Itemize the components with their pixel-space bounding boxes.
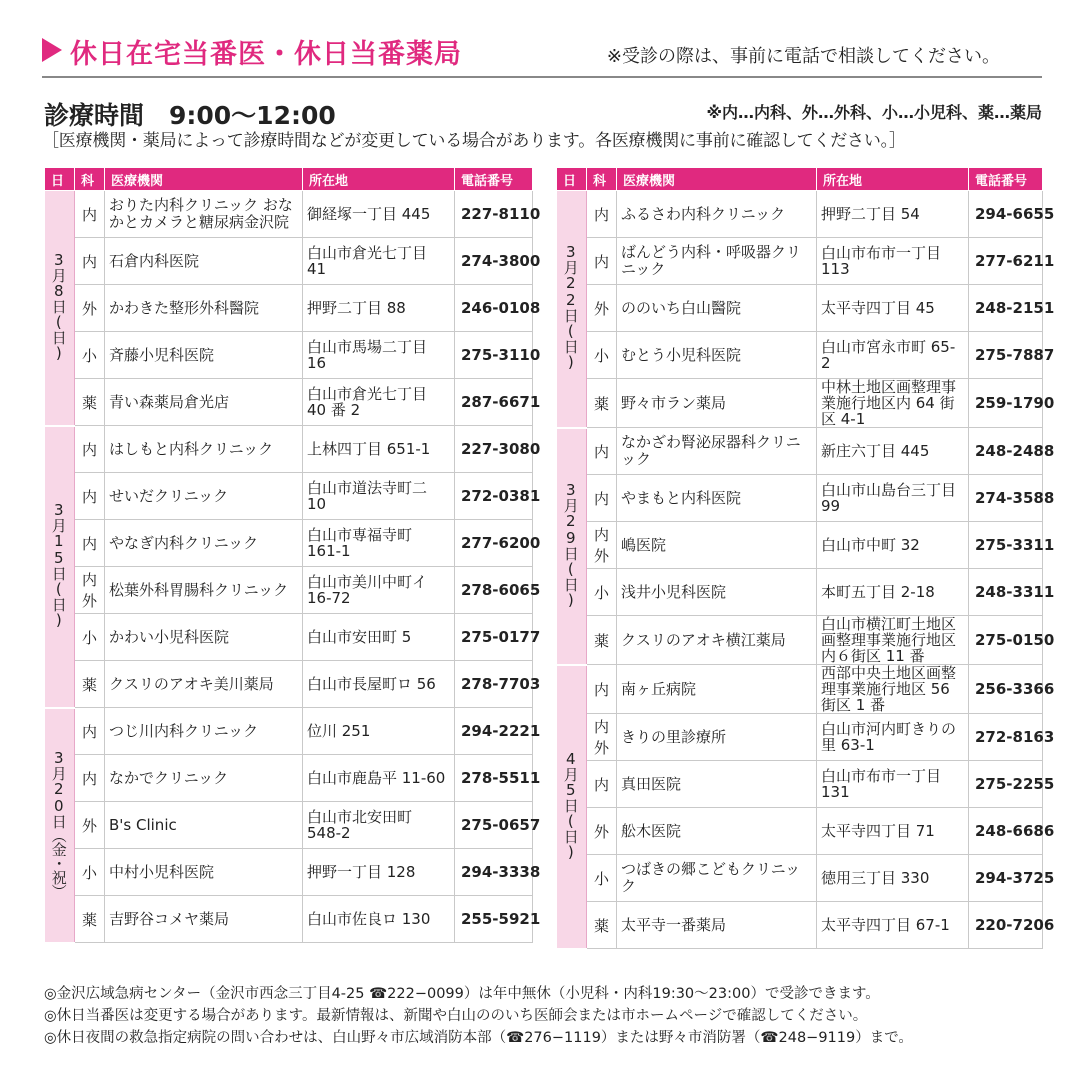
dept-cell: 内 (75, 755, 105, 802)
facility-name: 真田医院 (617, 761, 817, 808)
table-row (45, 661, 533, 708)
table-row (557, 808, 1043, 855)
facility-address: 白山市中町 32 (817, 522, 969, 569)
facility-name: はしもと内科クリニック (105, 426, 303, 473)
facility-address: 白山市北安田町 548-2 (303, 802, 455, 849)
table-row (557, 665, 1043, 714)
phone-number: 277-6211 (969, 238, 1043, 285)
table-row (557, 332, 1043, 379)
col-day: 日 (557, 168, 587, 191)
header-note: ※受診の際は、事前に電話で相談してください。 (606, 46, 1000, 67)
facility-address: 白山市馬場二丁目 16 (303, 332, 455, 379)
facility-name: やなぎ内科クリニック (105, 520, 303, 567)
dept-cell: 内 (75, 473, 105, 520)
phone-number: 274-3588 (969, 475, 1043, 522)
date-label: 4月5日(日) (561, 749, 580, 860)
facility-name: 浅井小児科医院 (617, 569, 817, 616)
dept-cell: 小 (75, 332, 105, 379)
footer-line: ◎休日夜間の救急指定病院の問い合わせは、白山野々市広域消防本部（☎276−1119）または野々市消防署（☎248−9119）まで。 (44, 1030, 913, 1046)
facility-address: 押野一丁目 128 (303, 849, 455, 896)
phone-number: 275-0177 (455, 614, 533, 661)
schedule-table-left (44, 167, 541, 944)
phone-number: 275-0150 (969, 616, 1043, 665)
facility-address: 白山市道法寺町二 10 (303, 473, 455, 520)
phone-number: 248-2488 (969, 428, 1043, 475)
dept-cell: 内 (75, 520, 105, 567)
table-row (45, 520, 533, 567)
dept-cell: 内 (75, 238, 105, 285)
table-row (557, 761, 1043, 808)
facility-address: 白山市宮永市町 65-2 (817, 332, 969, 379)
dept-cell: 外 (75, 802, 105, 849)
dept-cell: 外 (587, 808, 617, 855)
facility-name: 太平寺一番薬局 (617, 902, 817, 949)
facility-name: クスリのアオキ横江薬局 (617, 616, 817, 665)
table-row (45, 708, 533, 755)
date-cell (45, 426, 75, 708)
table-row (557, 285, 1043, 332)
table-row (45, 191, 533, 238)
phone-number: 272-0381 (455, 473, 533, 520)
phone-number: 256-3366 (969, 665, 1043, 714)
phone-number: 220-7206 (969, 902, 1043, 949)
facility-name: 舩木医院 (617, 808, 817, 855)
col-dept: 科 (587, 168, 617, 191)
table-row (45, 614, 533, 661)
dept-cell: 内外 (587, 714, 617, 761)
phone-number: 248-2151 (969, 285, 1043, 332)
dept-cell: 内外 (75, 567, 105, 614)
phone-number: 278-6065 (455, 567, 533, 614)
dept-cell: 小 (587, 855, 617, 902)
facility-name: 吉野谷コメヤ薬局 (105, 896, 303, 943)
col-address: 所在地 (817, 168, 969, 191)
schedule-table-right (556, 167, 1055, 950)
schedule-body-left (45, 191, 541, 943)
dept-cell: 内外 (587, 522, 617, 569)
table-row (45, 332, 533, 379)
phone-number: 275-3110 (455, 332, 533, 379)
phone-number: 294-2221 (455, 708, 533, 755)
col-phone: 電話番号 (969, 168, 1043, 191)
facility-name: なかざわ腎泌尿器科クリニック (617, 428, 817, 475)
phone-number: 294-6655 (969, 191, 1043, 238)
phone-number: 294-3338 (455, 849, 533, 896)
facility-name: B's Clinic (105, 802, 303, 849)
table-row (557, 714, 1043, 761)
facility-name: 南ヶ丘病院 (617, 665, 817, 714)
facility-name: 松葉外科胃腸科クリニック (105, 567, 303, 614)
dept-cell: 薬 (587, 902, 617, 949)
phone-number: 248-6686 (969, 808, 1043, 855)
table-row (45, 896, 533, 943)
facility-address: 白山市横江町土地区画整理事業施行地区内６街区 11 番 (817, 616, 969, 665)
dept-cell: 内 (75, 708, 105, 755)
footer-line: ◎休日当番医は変更する場合があります。最新情報は、新聞や白山ののいち医師会または市ホームページで確認してください。 (44, 1008, 868, 1024)
facility-address: 新庄六丁目 445 (817, 428, 969, 475)
dept-cell: 外 (75, 285, 105, 332)
facility-address: 太平寺四丁目 67-1 (817, 902, 969, 949)
phone-number: 287-6671 (455, 379, 533, 426)
facility-name: 青い森薬局倉光店 (105, 379, 303, 426)
table-row (557, 191, 1043, 238)
dept-cell: 内 (587, 475, 617, 522)
consultation-hours: 診療時間 9:00〜12:00 (44, 101, 336, 130)
facility-address: 白山市佐良ロ 130 (303, 896, 455, 943)
facility-name: かわい小児科医院 (105, 614, 303, 661)
table-row (45, 802, 533, 849)
facility-name: 石倉内科医院 (105, 238, 303, 285)
facility-name: なかでクリニック (105, 755, 303, 802)
table-row (557, 855, 1043, 902)
facility-address: 白山市鹿島平 11-60 (303, 755, 455, 802)
dept-cell: 外 (587, 285, 617, 332)
facility-address: 太平寺四丁目 71 (817, 808, 969, 855)
facility-address: 本町五丁目 2-18 (817, 569, 969, 616)
dept-cell: 内 (587, 761, 617, 808)
date-label: 3月20日（金・祝） (49, 748, 68, 898)
facility-address: 白山市専福寺町 161-1 (303, 520, 455, 567)
dept-cell: 小 (75, 614, 105, 661)
date-label: 3月22日(日) (561, 243, 580, 371)
dept-cell: 小 (75, 849, 105, 896)
table-row (557, 428, 1043, 475)
facility-address: 白山市布市一丁目 131 (817, 761, 969, 808)
facility-address: 白山市美川中町イ 16-72 (303, 567, 455, 614)
facility-address: 徳用三丁目 330 (817, 855, 969, 902)
dept-cell: 内 (587, 191, 617, 238)
table-row (45, 379, 533, 426)
notice-text: ［医療機関・薬局によって診療時間などが変更している場合があります。各医療機関に事前に確認してください。］ (42, 131, 906, 151)
date-cell (45, 708, 75, 943)
footer-notes (44, 983, 913, 1049)
col-phone: 電話番号 (455, 168, 533, 191)
table-row (557, 238, 1043, 285)
facility-name: かわきた整形外科醫院 (105, 285, 303, 332)
phone-number: 275-0657 (455, 802, 533, 849)
facility-address: 白山市河内町きりの里 63-1 (817, 714, 969, 761)
table-row (45, 426, 533, 473)
triangle-marker-icon (42, 38, 62, 62)
dept-cell: 薬 (75, 661, 105, 708)
phone-number: 275-3311 (969, 522, 1043, 569)
facility-name: 斉藤小児科医院 (105, 332, 303, 379)
facility-address: 御経塚一丁目 445 (303, 191, 455, 238)
facility-address: 白山市長屋町ロ 56 (303, 661, 455, 708)
facility-name: 野々市ラン薬局 (617, 379, 817, 428)
facility-address: 押野二丁目 54 (817, 191, 969, 238)
dept-cell: 薬 (75, 896, 105, 943)
table-row (557, 379, 1043, 428)
table-row (45, 755, 533, 802)
facility-name: ふるさわ内科クリニック (617, 191, 817, 238)
schedule-body-right (557, 191, 1055, 949)
dept-cell: 薬 (75, 379, 105, 426)
phone-number: 272-8163 (969, 714, 1043, 761)
table-header-row (557, 168, 1043, 191)
date-label: 3月8日(日) (49, 250, 68, 361)
facility-address: 白山市倉光七丁目 40 番 2 (303, 379, 455, 426)
phone-number: 275-7887 (969, 332, 1043, 379)
phone-number: 294-3725 (969, 855, 1043, 902)
date-label: 3月15日(日) (49, 501, 68, 628)
facility-address: 白山市布市一丁目 113 (817, 238, 969, 285)
facility-name: つじ川内科クリニック (105, 708, 303, 755)
phone-number: 248-3311 (969, 569, 1043, 616)
dept-cell: 内 (587, 428, 617, 475)
facility-name: おりた内科クリニック おなかとカメラと糖尿病金沢院 (105, 191, 303, 238)
date-label: 3月29日(日) (561, 480, 580, 608)
table-row (45, 238, 533, 285)
col-address: 所在地 (303, 168, 455, 191)
facility-address: 上林四丁目 651-1 (303, 426, 455, 473)
facility-name: ののいち白山醫院 (617, 285, 817, 332)
phone-number: 259-1790 (969, 379, 1043, 428)
divider (42, 76, 1042, 78)
table-row (557, 902, 1043, 949)
table-row (45, 849, 533, 896)
dept-cell: 小 (587, 332, 617, 379)
phone-number: 227-3080 (455, 426, 533, 473)
facility-name: クスリのアオキ美川薬局 (105, 661, 303, 708)
table-row (557, 522, 1043, 569)
facility-name: 中村小児科医院 (105, 849, 303, 896)
table-row (557, 475, 1043, 522)
phone-number: 227-8110 (455, 191, 533, 238)
phone-number: 275-2255 (969, 761, 1043, 808)
table-row (45, 473, 533, 520)
phone-number: 278-7703 (455, 661, 533, 708)
facility-address: 白山市倉光七丁目 41 (303, 238, 455, 285)
facility-name: むとう小児科医院 (617, 332, 817, 379)
facility-name: きりの里診療所 (617, 714, 817, 761)
table-row (557, 569, 1043, 616)
facility-address: 位川 251 (303, 708, 455, 755)
phone-number: 277-6200 (455, 520, 533, 567)
table-row (45, 285, 533, 332)
facility-address: 白山市安田町 5 (303, 614, 455, 661)
table-row (557, 616, 1043, 665)
date-cell (557, 191, 587, 428)
facility-name: ばんどう内科・呼吸器クリニック (617, 238, 817, 285)
col-day: 日 (45, 168, 75, 191)
facility-address: 中林土地区画整理事業施行地区内 64 街区 4-1 (817, 379, 969, 428)
dept-cell: 内 (587, 238, 617, 285)
date-cell (45, 191, 75, 426)
dept-cell: 内 (75, 426, 105, 473)
dept-cell: 内 (75, 191, 105, 238)
col-facility: 医療機関 (617, 168, 817, 191)
table-header-row (45, 168, 533, 191)
phone-number: 255-5921 (455, 896, 533, 943)
dept-cell: 内 (587, 665, 617, 714)
facility-name: やまもと内科医院 (617, 475, 817, 522)
facility-address: 太平寺四丁目 45 (817, 285, 969, 332)
facility-address: 西部中央土地区画整理事業施行地区 56 街区 1 番 (817, 665, 969, 714)
facility-name: 嶋医院 (617, 522, 817, 569)
footer-line: ◎金沢広域急病センター（金沢市西念三丁目4-25 ☎222−0099）は年中無休（小児科・内科19:30〜23:00）で受診できます。 (44, 986, 880, 1002)
page-title: 休日在宅当番医・休日当番薬局 (70, 39, 462, 70)
col-facility: 医療機関 (105, 168, 303, 191)
phone-number: 246-0108 (455, 285, 533, 332)
abbreviation-legend: ※内…内科、外…外科、小…小児科、薬…薬局 (706, 103, 1042, 122)
facility-address: 白山市山島台三丁目 99 (817, 475, 969, 522)
date-cell (557, 428, 587, 665)
col-dept: 科 (75, 168, 105, 191)
facility-address: 押野二丁目 88 (303, 285, 455, 332)
facility-name: つばきの郷こどもクリニック (617, 855, 817, 902)
phone-number: 274-3800 (455, 238, 533, 285)
dept-cell: 小 (587, 569, 617, 616)
table-row (45, 567, 533, 614)
facility-name: せいだクリニック (105, 473, 303, 520)
phone-number: 278-5511 (455, 755, 533, 802)
dept-cell: 薬 (587, 616, 617, 665)
dept-cell: 薬 (587, 379, 617, 428)
header (42, 32, 1042, 76)
date-cell (557, 665, 587, 949)
